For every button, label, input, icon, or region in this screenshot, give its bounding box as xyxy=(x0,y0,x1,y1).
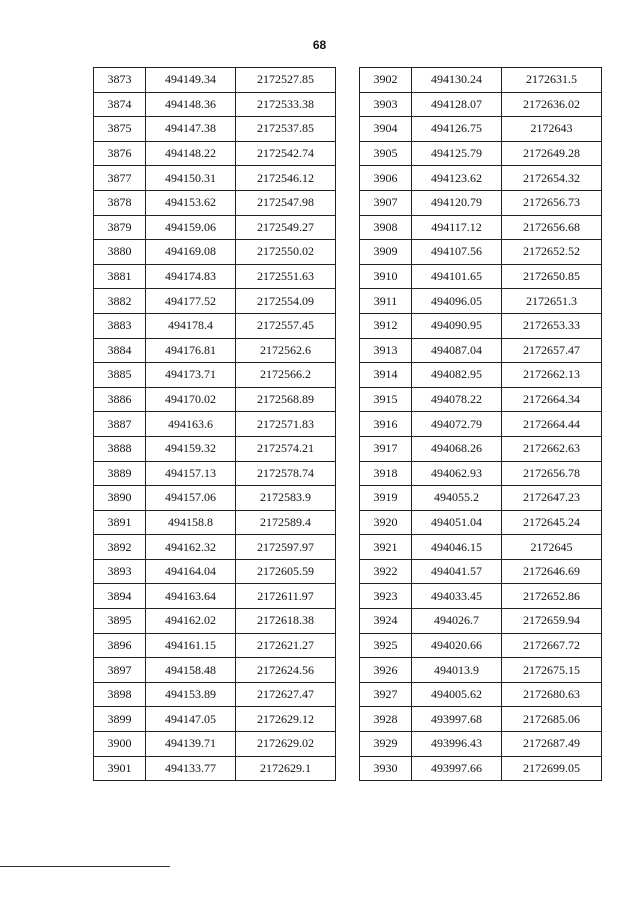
y-coordinate-cell: 2172629.02 xyxy=(236,732,336,757)
point-number-cell: 3917 xyxy=(360,436,412,461)
y-coordinate-cell: 2172611.97 xyxy=(236,584,336,609)
x-coordinate-cell: 494062.93 xyxy=(412,461,502,486)
table-row xyxy=(360,633,602,658)
point-number-cell: 3889 xyxy=(94,461,146,486)
y-coordinate-cell: 2172659.94 xyxy=(502,609,602,634)
y-coordinate-cell: 2172652.52 xyxy=(502,240,602,265)
table-row xyxy=(360,584,602,609)
table-row xyxy=(94,338,336,363)
table-row xyxy=(360,215,602,240)
y-coordinate-cell: 2172533.38 xyxy=(236,92,336,117)
y-coordinate-cell: 2172583.9 xyxy=(236,486,336,511)
x-coordinate-cell: 494169.08 xyxy=(146,240,236,265)
x-coordinate-cell: 494177.52 xyxy=(146,289,236,314)
x-coordinate-cell: 494163.6 xyxy=(146,412,236,437)
point-number-cell: 3883 xyxy=(94,313,146,338)
table-row xyxy=(94,412,336,437)
y-coordinate-cell: 2172649.28 xyxy=(502,141,602,166)
y-coordinate-cell: 2172618.38 xyxy=(236,609,336,634)
x-coordinate-cell: 493996.43 xyxy=(412,732,502,757)
y-coordinate-cell: 2172629.12 xyxy=(236,707,336,732)
point-number-cell: 3905 xyxy=(360,141,412,166)
table-row xyxy=(360,264,602,289)
table-row xyxy=(360,535,602,560)
table-row xyxy=(94,436,336,461)
y-coordinate-cell: 2172643 xyxy=(502,117,602,142)
x-coordinate-cell: 494170.02 xyxy=(146,387,236,412)
table-row xyxy=(94,510,336,535)
point-number-cell: 3885 xyxy=(94,363,146,388)
table-row xyxy=(94,313,336,338)
table-row xyxy=(94,486,336,511)
y-coordinate-cell: 2172605.59 xyxy=(236,559,336,584)
y-coordinate-cell: 2172653.33 xyxy=(502,313,602,338)
y-coordinate-cell: 2172645.24 xyxy=(502,510,602,535)
x-coordinate-cell: 494068.26 xyxy=(412,436,502,461)
point-number-cell: 3878 xyxy=(94,190,146,215)
y-coordinate-cell: 2172546.12 xyxy=(236,166,336,191)
table-row xyxy=(94,68,336,93)
y-coordinate-cell: 2172547.98 xyxy=(236,190,336,215)
point-number-cell: 3919 xyxy=(360,486,412,511)
x-coordinate-cell: 494148.22 xyxy=(146,141,236,166)
y-coordinate-cell: 2172645 xyxy=(502,535,602,560)
y-coordinate-cell: 2172662.13 xyxy=(502,363,602,388)
x-coordinate-cell: 494128.07 xyxy=(412,92,502,117)
point-number-cell: 3924 xyxy=(360,609,412,634)
point-number-cell: 3918 xyxy=(360,461,412,486)
x-coordinate-cell: 494149.34 xyxy=(146,68,236,93)
table-row xyxy=(360,141,602,166)
table-row xyxy=(360,756,602,781)
table-row xyxy=(94,584,336,609)
x-coordinate-cell: 494033.45 xyxy=(412,584,502,609)
x-coordinate-cell: 494161.15 xyxy=(146,633,236,658)
page-number: 68 xyxy=(312,38,327,52)
point-number-cell: 3892 xyxy=(94,535,146,560)
table-row xyxy=(360,289,602,314)
y-coordinate-cell: 2172652.86 xyxy=(502,584,602,609)
table-row xyxy=(360,92,602,117)
table-row xyxy=(360,412,602,437)
table-row xyxy=(360,313,602,338)
table-row xyxy=(94,707,336,732)
y-coordinate-cell: 2172571.83 xyxy=(236,412,336,437)
y-coordinate-cell: 2172680.63 xyxy=(502,682,602,707)
x-coordinate-cell: 494178.4 xyxy=(146,313,236,338)
point-number-cell: 3897 xyxy=(94,658,146,683)
x-coordinate-cell: 494041.57 xyxy=(412,559,502,584)
x-coordinate-cell: 494120.79 xyxy=(412,190,502,215)
x-coordinate-cell: 494078.22 xyxy=(412,387,502,412)
point-number-cell: 3925 xyxy=(360,633,412,658)
point-number-cell: 3903 xyxy=(360,92,412,117)
y-coordinate-cell: 2172646.69 xyxy=(502,559,602,584)
table-row xyxy=(94,535,336,560)
y-coordinate-cell: 2172542.74 xyxy=(236,141,336,166)
table-row xyxy=(360,461,602,486)
x-coordinate-cell: 494020.66 xyxy=(412,633,502,658)
x-coordinate-cell: 494176.81 xyxy=(146,338,236,363)
y-coordinate-cell: 2172597.97 xyxy=(236,535,336,560)
table-row xyxy=(94,289,336,314)
y-coordinate-cell: 2172624.56 xyxy=(236,658,336,683)
y-coordinate-cell: 2172687.49 xyxy=(502,732,602,757)
y-coordinate-cell: 2172537.85 xyxy=(236,117,336,142)
x-coordinate-cell: 494055.2 xyxy=(412,486,502,511)
point-number-cell: 3882 xyxy=(94,289,146,314)
table-row xyxy=(360,190,602,215)
table-row xyxy=(94,682,336,707)
point-number-cell: 3886 xyxy=(94,387,146,412)
table-row xyxy=(360,387,602,412)
point-number-cell: 3879 xyxy=(94,215,146,240)
point-number-cell: 3926 xyxy=(360,658,412,683)
y-coordinate-cell: 2172656.68 xyxy=(502,215,602,240)
y-coordinate-cell: 2172578.74 xyxy=(236,461,336,486)
table-row xyxy=(360,559,602,584)
y-coordinate-cell: 2172636.02 xyxy=(502,92,602,117)
point-number-cell: 3902 xyxy=(360,68,412,93)
point-number-cell: 3874 xyxy=(94,92,146,117)
point-number-cell: 3893 xyxy=(94,559,146,584)
y-coordinate-cell: 2172667.72 xyxy=(502,633,602,658)
x-coordinate-cell: 494126.75 xyxy=(412,117,502,142)
point-number-cell: 3888 xyxy=(94,436,146,461)
y-coordinate-cell: 2172574.21 xyxy=(236,436,336,461)
point-number-cell: 3876 xyxy=(94,141,146,166)
point-number-cell: 3915 xyxy=(360,387,412,412)
x-coordinate-cell: 494147.05 xyxy=(146,707,236,732)
point-number-cell: 3898 xyxy=(94,682,146,707)
y-coordinate-cell: 2172568.89 xyxy=(236,387,336,412)
x-coordinate-cell: 494090.95 xyxy=(412,313,502,338)
x-coordinate-cell: 494005.62 xyxy=(412,682,502,707)
point-number-cell: 3921 xyxy=(360,535,412,560)
point-number-cell: 3923 xyxy=(360,584,412,609)
point-number-cell: 3912 xyxy=(360,313,412,338)
point-number-cell: 3920 xyxy=(360,510,412,535)
point-number-cell: 3901 xyxy=(94,756,146,781)
x-coordinate-cell: 494026.7 xyxy=(412,609,502,634)
point-number-cell: 3910 xyxy=(360,264,412,289)
y-coordinate-cell: 2172662.63 xyxy=(502,436,602,461)
table-row xyxy=(360,68,602,93)
footnote-rule xyxy=(0,866,170,867)
point-number-cell: 3881 xyxy=(94,264,146,289)
point-number-cell: 3904 xyxy=(360,117,412,142)
x-coordinate-cell: 494164.04 xyxy=(146,559,236,584)
x-coordinate-cell: 494082.95 xyxy=(412,363,502,388)
y-coordinate-cell: 2172562.6 xyxy=(236,338,336,363)
y-coordinate-cell: 2172651.3 xyxy=(502,289,602,314)
point-number-cell: 3896 xyxy=(94,633,146,658)
table-row xyxy=(94,732,336,757)
y-coordinate-cell: 2172699.05 xyxy=(502,756,602,781)
point-number-cell: 3922 xyxy=(360,559,412,584)
y-coordinate-cell: 2172627.47 xyxy=(236,682,336,707)
y-coordinate-cell: 2172664.34 xyxy=(502,387,602,412)
point-number-cell: 3895 xyxy=(94,609,146,634)
point-number-cell: 3900 xyxy=(94,732,146,757)
x-coordinate-cell: 494162.02 xyxy=(146,609,236,634)
table-row xyxy=(94,658,336,683)
y-coordinate-cell: 2172657.47 xyxy=(502,338,602,363)
x-coordinate-cell: 493997.68 xyxy=(412,707,502,732)
x-coordinate-cell: 494163.64 xyxy=(146,584,236,609)
x-coordinate-cell: 494153.62 xyxy=(146,190,236,215)
y-coordinate-cell: 2172566.2 xyxy=(236,363,336,388)
x-coordinate-cell: 494051.04 xyxy=(412,510,502,535)
y-coordinate-cell: 2172554.09 xyxy=(236,289,336,314)
point-number-cell: 3877 xyxy=(94,166,146,191)
x-coordinate-cell: 494130.24 xyxy=(412,68,502,93)
x-coordinate-cell: 494147.38 xyxy=(146,117,236,142)
table-row xyxy=(94,363,336,388)
x-coordinate-cell: 494107.56 xyxy=(412,240,502,265)
point-number-cell: 3914 xyxy=(360,363,412,388)
point-number-cell: 3890 xyxy=(94,486,146,511)
y-coordinate-cell: 2172685.06 xyxy=(502,707,602,732)
point-number-cell: 3909 xyxy=(360,240,412,265)
y-coordinate-cell: 2172551.63 xyxy=(236,264,336,289)
table-row xyxy=(360,732,602,757)
y-coordinate-cell: 2172647.23 xyxy=(502,486,602,511)
point-number-cell: 3884 xyxy=(94,338,146,363)
point-number-cell: 3891 xyxy=(94,510,146,535)
y-coordinate-cell: 2172650.85 xyxy=(502,264,602,289)
table-row xyxy=(360,240,602,265)
x-coordinate-cell: 494072.79 xyxy=(412,412,502,437)
table-row xyxy=(94,559,336,584)
table-row xyxy=(360,338,602,363)
point-number-cell: 3928 xyxy=(360,707,412,732)
point-number-cell: 3930 xyxy=(360,756,412,781)
y-coordinate-cell: 2172550.02 xyxy=(236,240,336,265)
table-row xyxy=(94,264,336,289)
table-row xyxy=(360,658,602,683)
y-coordinate-cell: 2172527.85 xyxy=(236,68,336,93)
x-coordinate-cell: 494087.04 xyxy=(412,338,502,363)
y-coordinate-cell: 2172675.15 xyxy=(502,658,602,683)
table-row xyxy=(94,141,336,166)
x-coordinate-cell: 494096.05 xyxy=(412,289,502,314)
table-row xyxy=(94,117,336,142)
point-number-cell: 3894 xyxy=(94,584,146,609)
table-row xyxy=(360,166,602,191)
x-coordinate-cell: 493997.66 xyxy=(412,756,502,781)
point-number-cell: 3907 xyxy=(360,190,412,215)
table-row xyxy=(94,633,336,658)
y-coordinate-cell: 2172656.78 xyxy=(502,461,602,486)
point-number-cell: 3887 xyxy=(94,412,146,437)
coordinates-table-right xyxy=(359,67,602,781)
x-coordinate-cell: 494046.15 xyxy=(412,535,502,560)
point-number-cell: 3911 xyxy=(360,289,412,314)
table-row xyxy=(94,609,336,634)
table-row xyxy=(360,486,602,511)
x-coordinate-cell: 494159.06 xyxy=(146,215,236,240)
point-number-cell: 3916 xyxy=(360,412,412,437)
y-coordinate-cell: 2172654.32 xyxy=(502,166,602,191)
x-coordinate-cell: 494158.8 xyxy=(146,510,236,535)
x-coordinate-cell: 494101.65 xyxy=(412,264,502,289)
y-coordinate-cell: 2172656.73 xyxy=(502,190,602,215)
table-row xyxy=(94,387,336,412)
point-number-cell: 3929 xyxy=(360,732,412,757)
x-coordinate-cell: 494159.32 xyxy=(146,436,236,461)
y-coordinate-cell: 2172549.27 xyxy=(236,215,336,240)
table-row xyxy=(94,166,336,191)
x-coordinate-cell: 494117.12 xyxy=(412,215,502,240)
point-number-cell: 3908 xyxy=(360,215,412,240)
x-coordinate-cell: 494158.48 xyxy=(146,658,236,683)
table-row xyxy=(94,461,336,486)
table-row xyxy=(360,609,602,634)
y-coordinate-cell: 2172664.44 xyxy=(502,412,602,437)
x-coordinate-cell: 494150.31 xyxy=(146,166,236,191)
x-coordinate-cell: 494123.62 xyxy=(412,166,502,191)
point-number-cell: 3880 xyxy=(94,240,146,265)
x-coordinate-cell: 494013.9 xyxy=(412,658,502,683)
x-coordinate-cell: 494162.32 xyxy=(146,535,236,560)
table-row xyxy=(94,215,336,240)
point-number-cell: 3875 xyxy=(94,117,146,142)
table-row xyxy=(360,682,602,707)
y-coordinate-cell: 2172631.5 xyxy=(502,68,602,93)
x-coordinate-cell: 494157.06 xyxy=(146,486,236,511)
table-row xyxy=(360,363,602,388)
x-coordinate-cell: 494133.77 xyxy=(146,756,236,781)
table-row xyxy=(94,756,336,781)
x-coordinate-cell: 494153.89 xyxy=(146,682,236,707)
y-coordinate-cell: 2172629.1 xyxy=(236,756,336,781)
x-coordinate-cell: 494148.36 xyxy=(146,92,236,117)
y-coordinate-cell: 2172621.27 xyxy=(236,633,336,658)
point-number-cell: 3927 xyxy=(360,682,412,707)
x-coordinate-cell: 494139.71 xyxy=(146,732,236,757)
table-row xyxy=(360,707,602,732)
point-number-cell: 3899 xyxy=(94,707,146,732)
x-coordinate-cell: 494173.71 xyxy=(146,363,236,388)
point-number-cell: 3906 xyxy=(360,166,412,191)
table-row xyxy=(360,510,602,535)
point-number-cell: 3873 xyxy=(94,68,146,93)
table-row xyxy=(94,240,336,265)
x-coordinate-cell: 494157.13 xyxy=(146,461,236,486)
table-row xyxy=(94,190,336,215)
table-row xyxy=(360,117,602,142)
x-coordinate-cell: 494174.83 xyxy=(146,264,236,289)
x-coordinate-cell: 494125.79 xyxy=(412,141,502,166)
table-row xyxy=(94,92,336,117)
point-number-cell: 3913 xyxy=(360,338,412,363)
table-row xyxy=(360,436,602,461)
coordinates-table-left xyxy=(93,67,336,781)
y-coordinate-cell: 2172557.45 xyxy=(236,313,336,338)
y-coordinate-cell: 2172589.4 xyxy=(236,510,336,535)
